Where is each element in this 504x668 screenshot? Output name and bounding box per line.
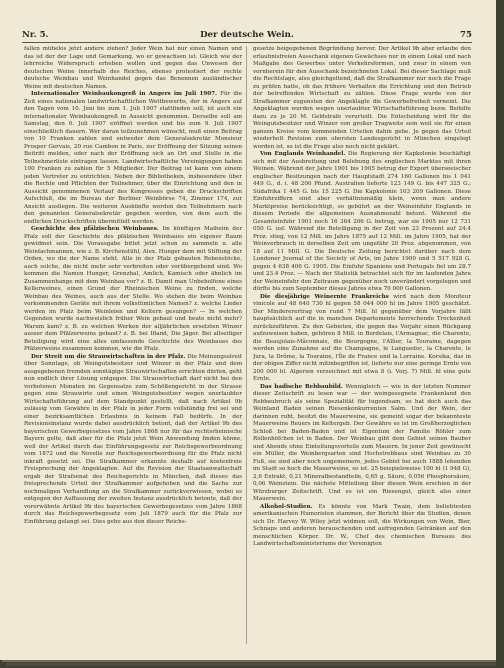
article-paragraph bbox=[24, 354, 242, 527]
article-paragraph bbox=[253, 46, 471, 151]
article-heading: Die diesjährige Weinernte Frankreichs bbox=[260, 293, 389, 300]
article-text: Die Regierung der Kapkolonie beschäftigt sich mit der Ausbreitung und Belebung des englischen Marktes mit ihren Weinen. Während der Jahre 1901 bis 1905 betrug der Export überseeischer englischer Besitzungen nach der Hauptstadt 274 160 Gallonen bis 1 041 449 G., d. i. 48 200 Pfund. Australien lieferte 123 149 G. bis 447 325 G.; Südafrika 1 445 G. bis 15 225 G. Die Kapkolonie 103 209 Gallonen. Diese Einfuhrziffern sind aber verhältnismäßig klein, wenn man andere Marktpreise berücksichtigt, so gebührt an der Weineinfuhr Englands in diesem Periode die allgemeinen Ausnahmezahl betont. Während die Gesamteinfuhr 1901 noch 16 364 206 G. betrug, war sie 1905 nur 12 731 050 G. usf. Während die Beteiligung in der Zeit von 23 Prozent auf 24.4 Proz. stieg, von 12 Mill. im Jahre 1875 auf 12 Mill. im Jahre 1905, hat der Weinverbrauch in derselben Zeit um ungefähr 20 Proz. abgenommen, von 18 auf 11 Mill. G. Die Deutsche Zeitung berichtet darüber nach dem Londoner Journal of the Society of Arts, im Jahre 1900 und 5 517 928 G. gegen 4 638 406 G. 1905. Die Einfuhr Spaniens und Portugals fiel um 28.7 und 23.4 Proz. — Nach der Statistik betrachtet sich für im laufenden Jahre der Weineinfuhr den Zeitraum gegenüber noch unverändert vorgelegen und dürfte bis zum September dieses Jahres etwa 70 000 Gallonen. bbox=[253, 151, 471, 292]
article-text: Wennigleich — wie in der letzten Nummer dieser Zeitschrift zu lesen war — der weingesegnete Frankenland den Rebbaubruch als seine Spezialität für tugendsam, so hat doch auch das Weinland Baden seinen Riesenkonkurrenten Salm. Und der Wein, der darinnen ruht, besitzt die Mauerweine, sie gemeint sogar der bekannteste Mauerweine Reuers im Keltergeb. Der Gewähre es ist im Großherzoglichen Schloß bei Baden-Baden und ist Eigentum der Familie Röhler zum Rollenhöfchen ist in Baden. Der Weinbau gibt dem Gebiet seinen Bauber und Abends ohne Einteilungsvorteile zum Mauern. In jener Zeit gewünscht ein Müller, die Weinbergsarten sind Hochstrebbaus sind Weinbau zu 30 Fuß, sie sind aber noch ungemeinere, jedes Gebiet bei auch 1888 lebenden im Stadt so hoch die Mauerweine, so ist. 25 beispielsweise 100 hl (1 948 G), 2,6 Extrakt, 0,21 Mineralbestandteile, 0,65 g. Säure, 0,056 Phosphorsäure, 0,06 Weinstein. Die nächste Mitteilung über diesen Wein erschien in der Würzburger Zeitschrift. Und es ist ein Riesengut, gleich also einer Mauerwein. bbox=[253, 383, 471, 502]
article-text: fallen mühelos jetzt andere ziehen? Jeder Wein hat nur einen Namen und das ist der der Lage und Gemarkung, wo er gewachsen ist. Gleich wie der lehrreiche Widerspruch erheben wollen und gegen das Unwesen der deutschen Weine innerhalb des Reiches, ebenso protestiert der rechte deutsche Weinbau und Weinhandel gegen das Benennen ausländischer Weine mit deutschen Namen. bbox=[24, 46, 242, 90]
article-text: Die Meinungsstreit über Sonntage, ob Weingutsbesitzer und Winzer in der Pfalz und dem ausgegebenen fremden sonntägige Strauwirtschaften errichten dürfen, geht nun endlich ihrer Lösung entgegen. Die Strauwirtschaft darf nicht bei den verbotenen Monaten im Gegensatze zum Schößengericht in der Strasse gegen eine Strauwirte und einen Weingutsbesitzer wegen unerlaubter Wirtschaftsführung auf dem Standpunkt gestellt, daß nach Artikel 9b zulässig vom Gewähre in der Pfalz in jeder Form vollständig frei sei und einer bezirksamtlichen Erlaubnis in keinem Fall bedürfe. In der Revisionsinstanz wurde dabei ausdrücklich betont, daß der Artikel 9b des bayerischen Gewerbegesetzes vom Jahre 1868 nur für das rechtsrheinische Bayern gelte, daß aber für die Pfalz jetzt Wein Anwendung finden könne, weil der Artikel durch das Einführungsgesetz zur Reichsgewerbeordnung vom 1872 und die Novelle zur Reichsgewerbeordnung für die Pfalz nicht inkraft gesetzt sei. Die Strafkammer erkannte deshalb auf kostenfreie Freisprechung der Angeklagten. Auf die Revision der Staatsanwaltschaft ergab der Strafsenat des Reichsgerichts in München, daß dieses das freisprechende Urteil der Strafkammer aufgehoben und die Sache zur nochmaligen Verhandlung an die Strafkammer zurückverwiesen, wobei es entgegen der Auffassung der zweiten Instanz ausdrücklich betonte, daß der vorerwähnte Artikel 9b des bayerischen Gewerbegesetzes vom Jahre 1868 durch das Reichsgewerbegesetz vom Juli 1879 auch für die Pfalz zur Einführung gelangt sei. Dies gehe aus den dieser Reichs- bbox=[24, 353, 242, 525]
article-heading: Der Streit um die Strauwirtschaften in der Pfalz. bbox=[31, 353, 186, 360]
article-paragraph bbox=[253, 384, 471, 504]
article-text: Es könnte von Mark Twain, dem beliebtesten amerikanischen Humoristen stammen, der Bericht über die Studien, denen sich Dr. Harvey W. Wiley jetzt widmen soll, die Wirkungen von Wein, Bier, Schnaps und anderen berauschenden und aufregenden Getränken auf den menschlichen Körper. Dr. W., Chef des chemischen Bureaus des Landwirtschaftsministeriums der Vereinigten bbox=[253, 503, 471, 547]
page-number: 75 bbox=[460, 30, 472, 40]
article-text: wird nach dem Moniteur vinicole auf 48 640 730 hl gegen 58 044 000 hl im Jahre 1905 geschätzt. Der Mindererertrag von rund 7 Mill. hl gegenüber dem Vorjahre fällt hauptsächlich auf die in manchen Departements herrschende Trockenheit zurückzuführen. Zu den Gebieten, die gegen das Vorjahr einen Rückgang aufzuweisen haben, gehören 8 Mill. in Bordelais, l'Armagnac, die Charente, die Beaujolais-Mâconnais, die Bourgogne, l'Allier, la Touraine, dagegen werden eine Zunahme auf die Champagne, le Languedoc, la Charente, le Jura, la Drôme, la Touraine, l'Île de France und la Lorraine. Korsika, das in der obigen Ziffer nicht mitinbegriffen ist, lieferte nur eine geringe Ernte von 200 000 hl. Algerien verzeichnet mit etwa 8 (i. Vorj. 7) Mill. hl eine gute Ernte. bbox=[253, 293, 471, 382]
article-paragraph bbox=[253, 504, 471, 549]
scan-edge bbox=[496, 0, 504, 668]
article-heading: Geschichte des pfälzischen Weinbaues. bbox=[31, 226, 159, 232]
column-divider bbox=[246, 46, 247, 644]
issue-number: Nr. 5. bbox=[22, 30, 49, 40]
article-text: Für die Zeit eines nationalen landwirtschaftlichen Wettbewerbs, der in Angers auf den Tagen vom 10. Juni bis zum 1. Juli 1907 stattfinden soll, ist auch ein internationaler Weinbaukongreß in Aussicht genommen. Derselbe soll am Samstag, den 6. Juli 1907 eröffnet werden und bis zum 9. Juli 1907 einschließlich dauern. Wer daran teilzunehmen wünscht, muß einen Beitrag von 10 Franken zahlen und entweder dem Generalsekretär Monsieur Prosper Gervais, 20 rue Cambon in Paris, zur Eröffnung der Sitzung seinen Beitritt melden, oder nach der Eröffnung sich an Ort und Stelle in die Teilnehmerliste eintragen lassen. Landwirtschaftliche Vereinigungen haben 100 Franken zu zahlen für 5 Mitglieder. Der Beitrag ist kann von einem jeden Vertreter zu entrichten. Neben der Bibliotheken, insbesondere über die Rechte und Pflichten der Teilnehmer, über die Einrichtung und den in Aussicht genommenen Verlauf des Kongresses geben die Druckschriften Aufschluß, die im Bureau der Berliner Weinbörse 74, Zimmer 174, zur Ansicht ausliegen. Die weiteren Auskünfte werden den Teilnehmern nach den genannten Generalsekretär gegeben werden, von dem auch die endlichen Druckschriften übermittelt werden. bbox=[24, 91, 242, 225]
left-column bbox=[24, 46, 242, 646]
article-heading: Internationaler Weinbaukongreß in Angers im Juli 1907. bbox=[31, 91, 217, 97]
right-column bbox=[253, 46, 471, 646]
article-paragraph bbox=[24, 91, 242, 226]
article-paragraph bbox=[253, 151, 471, 294]
article-heading: Alkohol-Studien. bbox=[260, 503, 313, 510]
article-text: Im künftigen Maiheim der Pfalz soll der Geschichte des pfälzischen Weinbaues ein eigener Raum gewidmet sein. Die Vorausgabe bittet jetzt schon zu sammeln u. alle Weinfachmannen, wie z. B. Kirchenstühl, Alex. Hunger dem mit Stiftung der Orden, wo die der Name steht. Alle in der Pfalz gebauten Rebenstöcke, auch solche, die nicht mehr sehr verbreiten oder vorübergehend sind. Wo kommen die Namen Hunger, Grenzhal, Amlich, Kamisch oder ähnlich im Zusammenhange mit dem Weinbau vor? z. B. Damit man Unbeholfene eines Kellerweines, einen Grund der Rheinischen Weine zu finden, welche Weinbau des Weines, auch aus der Stelle. Wo stehen die beim Weinbau vorkommenden Geräte mit ihrem volkstümlichen Namen? z. welche Lieder werden im Pfalz beim Weinleien und Keltern gesungen? — In welchen Gegenden wurde nachweislich früher Wein gebaut und heute nicht mehr? Warum kam? z. B. zu welchen Werken der alljährlichen ersetzten Winzer ausser dem Pfälzerweins gebaut? z. B. bei Ifland, Die Jäger. Bei allseitiger Beteiligung wird eine alles umfassende Geschichte des Weinbaues des Pfälzerweins zusammen kommen, wie die Pfalz. bbox=[24, 226, 242, 352]
page-header bbox=[22, 30, 472, 42]
article-heading: Das badische Rebbaubild. bbox=[260, 383, 343, 390]
header-rule bbox=[22, 42, 472, 43]
article-paragraph bbox=[253, 294, 471, 384]
journal-title: Der deutsche Wein. bbox=[200, 30, 294, 40]
article-heading: Von Englands Weinhandel. bbox=[260, 151, 346, 157]
article-paragraph bbox=[24, 46, 242, 91]
article-paragraph bbox=[24, 226, 242, 354]
article-text: gesetze beigegebenen Begründung hervor. Der Artikel 9b aber erlaube den erlaubnisfreien Ausschank eigenen Gewächses nur in einem Lokal und nach Maßgabe des Gewerbes unter Verkehrsformen, und zwar in einem von vornherein für den Ausschank bezeichneten Lokal. Bei dieser Sachlage muß die Rechtslage, also gleichgeltend, daß die Strafkammer nur noch die Frage zu prüfen hatte, ob das frühere Verhalten die Errichtung und den Betrieb der betreffenden Wirtschaft zu zählen. Diese Frage wurde von der Strafkammer zugunsten der Angeklagte die Gewerbefreiheit verneint. Die Angeklagten wurden wegen unerlaubter Wirtschaftsführung bezw. Beihilfe dazu zu je 20 M. Geldstrafe verurteilt. Die Entscheidung wird für die Weingutsbesitzer und Winzer von großer Tragweite sein weil sie für einen ganzen Kreise vom kommenden Urteilen dahin gehe. Je gegen das Urteil wiederholt Revision zum obersten Landesgericht in München eingelegt worden ist, so ist die Frage also noch nicht geklärt. bbox=[253, 46, 471, 150]
